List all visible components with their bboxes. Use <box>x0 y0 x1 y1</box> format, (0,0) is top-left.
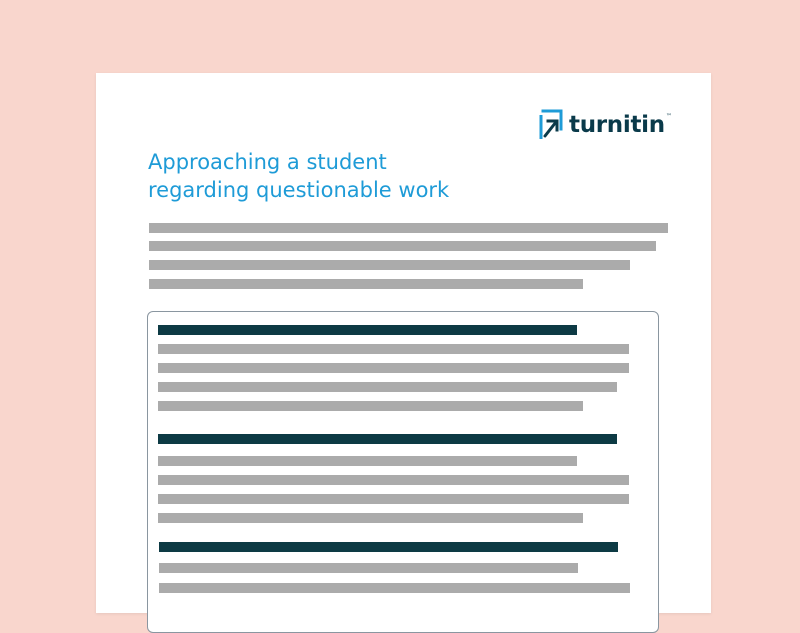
section-heading-line <box>158 434 617 444</box>
title-line-1: Approaching a student <box>148 150 387 174</box>
section-text-line <box>158 475 629 485</box>
intro-text-line <box>149 260 630 270</box>
section-text-line <box>158 513 583 523</box>
turnitin-logo <box>539 109 672 141</box>
logo-wordmark: turnitin <box>569 112 665 138</box>
section-text-line <box>159 583 630 593</box>
title-line-2: regarding questionable work <box>148 178 450 202</box>
section-heading-line <box>159 542 618 552</box>
document-page <box>96 73 711 613</box>
section-text-line <box>158 382 617 392</box>
section-text-line <box>158 401 583 411</box>
intro-text-line <box>149 241 656 251</box>
intro-text-line <box>149 223 668 233</box>
section-heading-line <box>158 325 577 335</box>
section-text-line <box>158 494 629 504</box>
section-text-line <box>158 456 577 466</box>
turnitin-arrow-icon <box>539 109 563 141</box>
section-text-line <box>159 563 578 573</box>
document-title <box>148 148 568 204</box>
section-text-line <box>158 344 629 354</box>
intro-text-line <box>149 279 583 289</box>
section-text-line <box>158 363 629 373</box>
trademark-symbol: ™ <box>665 113 672 120</box>
